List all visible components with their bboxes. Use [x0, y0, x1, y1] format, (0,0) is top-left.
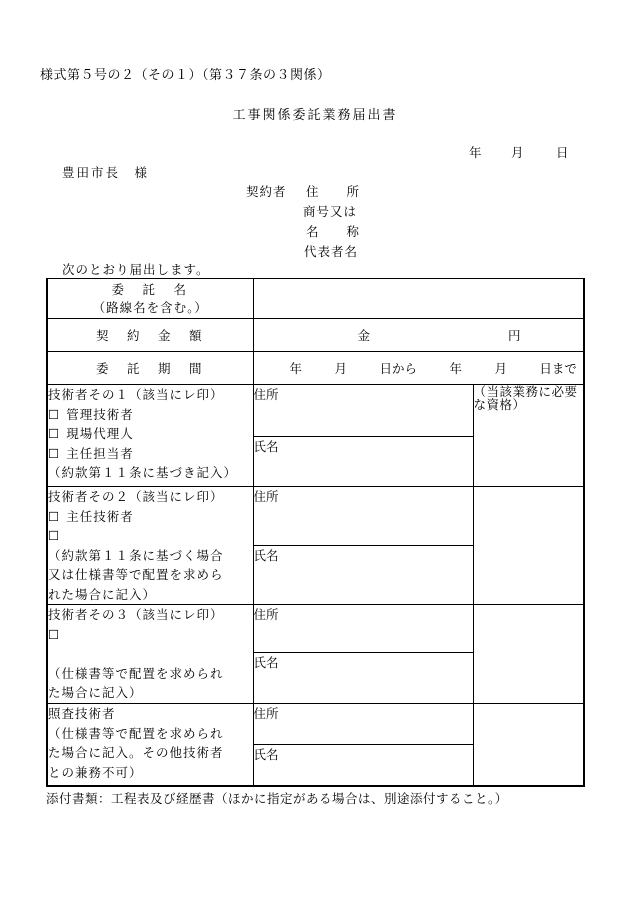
tech3-checkbox-1[interactable]: ☐: [48, 626, 61, 642]
inspector-address-label: 住所: [253, 706, 279, 721]
tech1-checkbox-2[interactable]: ☐: [48, 426, 61, 441]
tech1-qualification-note: （当該業務に必要な資格）: [473, 384, 578, 412]
tech3-qualification-field[interactable]: [473, 605, 584, 704]
tech2-note-3: れた場合に記入）: [48, 586, 157, 602]
tech1-checkbox-3[interactable]: ☐: [48, 445, 61, 461]
attachments-note: 添付書類：工程表及び経歴書（ほかに指定がある場合は、別途添付すること。）: [46, 791, 508, 806]
commission-name-label-1: 委 託 名: [111, 281, 189, 297]
tech3-note-2: た場合に記入）: [48, 685, 143, 700]
date-year: 年: [469, 145, 482, 160]
date-month: 月: [511, 145, 524, 160]
tech2-qualification-field[interactable]: [473, 487, 584, 605]
tech2-address-row: [47, 487, 584, 546]
tech2-name-label: 氏名: [253, 548, 279, 563]
inspector-note-2: た場合に記入。その他技術者: [48, 745, 224, 760]
tech2-address-field[interactable]: [253, 487, 473, 546]
tech1-name-field[interactable]: [253, 437, 473, 487]
tech3-name-field[interactable]: [253, 653, 473, 704]
period-label: 委 託 期 間: [47, 352, 253, 385]
inspector-note-3: との兼務不可）: [48, 764, 143, 780]
inspector-title: 照査技術者: [48, 706, 116, 721]
inspector-address-field[interactable]: [253, 704, 473, 745]
tech2-option-1: 主任技術者: [66, 508, 134, 524]
inspector-note-1: （仕様書等で配置を求められ: [48, 725, 224, 741]
period-field[interactable]: [253, 352, 584, 385]
tech3-address-row: [47, 605, 584, 653]
inspector-address-row: [47, 704, 584, 745]
inspector-name-label: 氏名: [253, 747, 279, 762]
tech1-label: [47, 385, 253, 487]
tech3-title: 技術者その３（該当にレ印）: [48, 607, 224, 622]
tech1-name-label: 氏名: [253, 439, 279, 454]
inspector-name-field[interactable]: [253, 745, 473, 786]
period-end-year: 年: [449, 361, 462, 376]
period-row: [47, 352, 584, 385]
contract-amount-field[interactable]: [253, 319, 584, 352]
tech1-option-1: 管理技術者: [66, 406, 134, 422]
document-title: 工事関係委託業務届出書: [232, 108, 398, 123]
contractor-label: 契約者: [246, 184, 287, 199]
period-end-day: 日まで: [539, 361, 577, 376]
commission-name-label: [47, 279, 253, 319]
period-end-month: 月: [494, 361, 507, 376]
contractor-name-label-2: 名 称: [306, 224, 361, 239]
tech1-checkbox-1[interactable]: ☐: [48, 406, 61, 422]
tech1-option-2: 現場代理人: [66, 426, 134, 441]
period-start-month: 月: [334, 361, 347, 376]
commission-name-field[interactable]: [253, 279, 584, 319]
tech2-address-label: 住所: [253, 489, 279, 504]
commission-name-row: [47, 279, 584, 319]
tech3-name-label: 氏名: [253, 655, 279, 670]
tech1-qualification-field[interactable]: [473, 385, 584, 487]
addressee: 豊田市長 様: [62, 165, 150, 180]
contract-amount-label: 契 約 金 額: [47, 319, 253, 352]
tech1-address-field[interactable]: [253, 385, 473, 437]
amount-prefix: 金: [357, 328, 371, 343]
contractor-name-label-1: 商号又は: [303, 204, 358, 219]
notification-table: [46, 278, 585, 787]
tech2-note-1: （約款第１１条に基づく場合: [48, 547, 224, 563]
inspector-qualification-field[interactable]: [473, 704, 584, 786]
contractor-address-label: 住 所: [306, 184, 361, 199]
tech3-note-1: （仕様書等で配置を求められ: [48, 665, 224, 681]
form-number: 様式第５号の２（その１）（第３７条の３関係）: [40, 68, 331, 83]
amount-unit: 円: [508, 328, 521, 343]
tech3-address-field[interactable]: [253, 605, 473, 653]
date-line: [469, 143, 569, 161]
period-start-year: 年: [289, 361, 303, 376]
tech2-name-field[interactable]: [253, 546, 473, 605]
period-start-day: 日から: [379, 361, 417, 376]
inspector-label: [47, 704, 253, 786]
tech3-label: [47, 605, 253, 704]
tech1-address-label: 住所: [253, 387, 279, 402]
commission-name-label-2: （路線名を含む。）: [92, 299, 208, 315]
tech1-note: （約款第１１条に基づき記入）: [48, 465, 238, 480]
tech1-option-3: 主任担当者: [66, 445, 134, 461]
tech2-title: 技術者その２（該当にレ印）: [48, 489, 224, 504]
contract-amount-row: [47, 319, 584, 352]
tech1-title: 技術者その１（該当にレ印）: [48, 387, 224, 402]
intro-text: 次のとおり届出します。: [62, 262, 210, 277]
tech3-address-label: 住所: [253, 607, 279, 622]
tech2-checkbox-2[interactable]: ☐: [48, 528, 61, 543]
tech2-note-2: 又は仕様書等で配置を求めら: [48, 567, 224, 582]
tech2-checkbox-1[interactable]: ☐: [48, 508, 61, 524]
tech1-address-row: [47, 385, 584, 437]
date-day: 日: [556, 145, 569, 160]
contractor-representative-label: 代表者名: [304, 244, 359, 259]
tech2-label: [47, 487, 253, 605]
